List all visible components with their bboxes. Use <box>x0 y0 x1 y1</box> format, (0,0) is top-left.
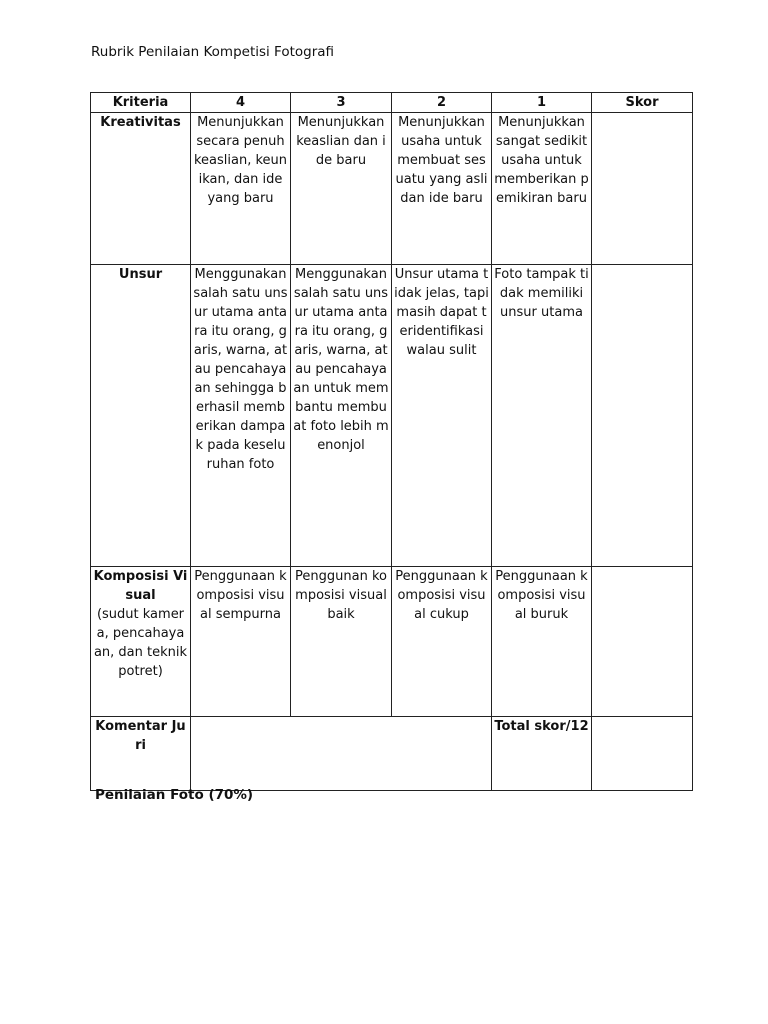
criterion-cell: Kreativitas <box>91 113 191 265</box>
criterion-cell <box>91 567 191 717</box>
criterion-note: (sudut kamera, pencahayaan, dan teknik potret) <box>93 607 188 679</box>
score-cell[interactable] <box>592 113 693 265</box>
header-score-2: 2 <box>392 93 492 113</box>
total-label: Total skor/12 <box>492 717 592 791</box>
criterion-label: Komposisi Visual <box>93 569 188 603</box>
comment-row <box>91 717 693 791</box>
table-row <box>91 567 693 717</box>
header-score-1: 1 <box>492 93 592 113</box>
comment-label: Komentar Juri <box>91 717 191 791</box>
rubric-cell: Menggunakan salah satu unsur utama antara itu orang, garis, warna, atau pencahayaan sehingga berhasil memberikan dampak pada keseluruhan foto <box>191 265 291 567</box>
comment-field[interactable] <box>191 717 492 791</box>
rubric-cell: Menggunakan salah satu unsur utama antara itu orang, garis, warna, atau pencahayaan untuk membantu membuat foto lebih menonjol <box>291 265 392 567</box>
rubric-cell: Menunjukkan sangat sedikit usaha untuk memberikan pemikiran baru <box>492 113 592 265</box>
rubric-cell: Menunjukkan keaslian dan ide baru <box>291 113 392 265</box>
header-kriteria: Kriteria <box>91 93 191 113</box>
table-row <box>91 265 693 567</box>
rubric-cell: Unsur utama tidak jelas, tapi masih dapat teridentifikasi walau sulit <box>392 265 492 567</box>
table-header-row <box>91 93 693 113</box>
rubric-cell: Penggunaan komposisi visual sempurna <box>191 567 291 717</box>
rubric-cell: Penggunaan komposisi visual cukup <box>392 567 492 717</box>
rubric-cell: Penggunan komposisi visual baik <box>291 567 392 717</box>
criterion-cell: Unsur <box>91 265 191 567</box>
score-cell[interactable] <box>592 265 693 567</box>
rubric-cell: Menunjukkan usaha untuk membuat sesuatu yang asli dan ide baru <box>392 113 492 265</box>
rubric-table <box>90 92 693 791</box>
rubric-cell: Menunjukkan secara penuh keaslian, keunikan, dan ide yang baru <box>191 113 291 265</box>
total-score-field[interactable] <box>592 717 693 791</box>
footer-note: Penilaian Foto (70%) <box>95 787 254 803</box>
table-row <box>91 113 693 265</box>
rubric-cell: Foto tampak tidak memiliki unsur utama <box>492 265 592 567</box>
rubric-cell: Penggunaan komposisi visual buruk <box>492 567 592 717</box>
document-title: Rubrik Penilaian Kompetisi Fotografi <box>91 44 335 60</box>
header-skor: Skor <box>592 93 693 113</box>
score-cell[interactable] <box>592 567 693 717</box>
header-score-3: 3 <box>291 93 392 113</box>
header-score-4: 4 <box>191 93 291 113</box>
